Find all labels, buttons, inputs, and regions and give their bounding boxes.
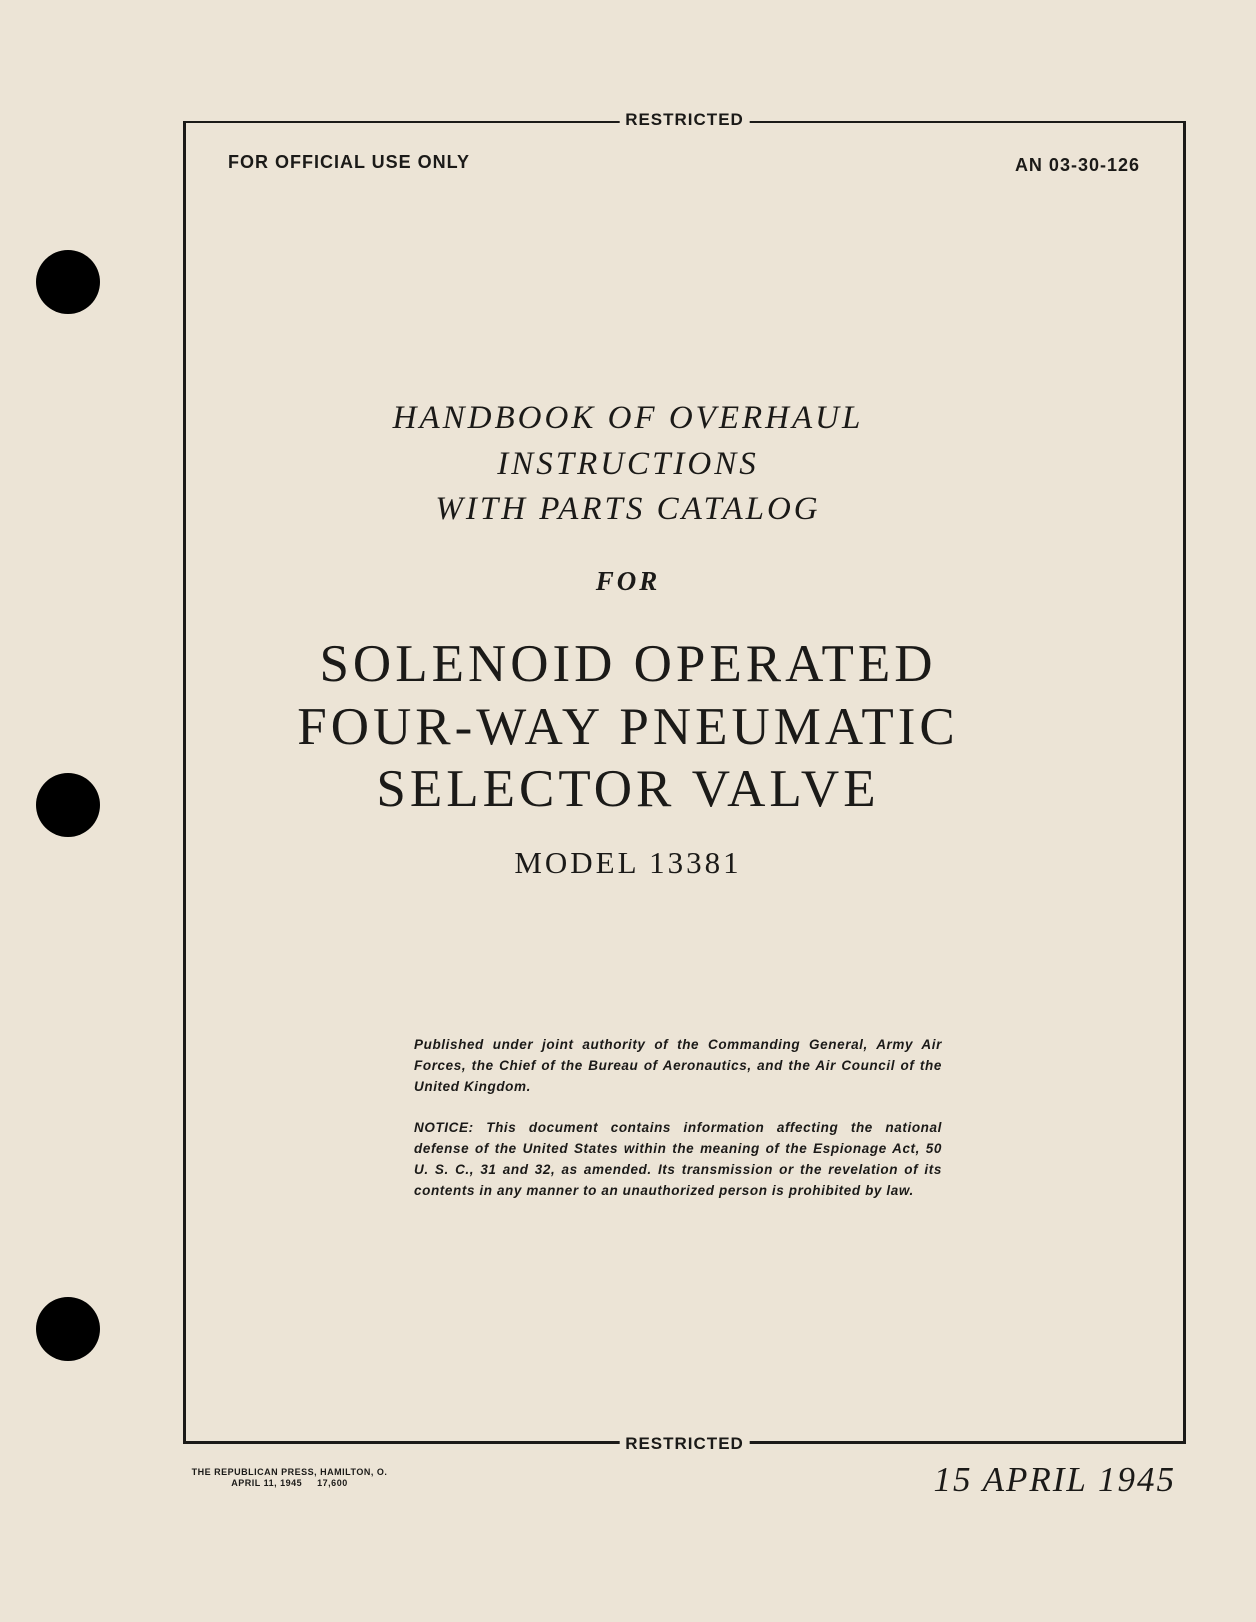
title-line-2: INSTRUCTIONS xyxy=(497,446,759,482)
subject-line-2: FOUR-WAY PNEUMATIC xyxy=(297,698,959,756)
authority-text: Published under joint authority of the Commanding General, Army Air Forces, the Chief of the Bureau of Aeronautics, and the Air Council of the United Kingdom. xyxy=(414,1037,942,1094)
notice-text: NOTICE: This document contains information affecting the national defense of the United States within the meaning of the Espionage Act, 50 U. S. C., 31 and 32, as amended. Its transmission or the revelation of its contents in any manner to an unauthorized person is prohibited by law. xyxy=(414,1120,942,1198)
subject-line-3: SELECTOR VALVE xyxy=(376,760,880,818)
printer-name: THE REPUBLICAN PRESS, HAMILTON, O. xyxy=(191,1467,388,1477)
binder-hole xyxy=(36,250,100,314)
title-line-1: HANDBOOK OF OVERHAUL xyxy=(392,400,864,436)
restricted-bottom: RESTRICTED xyxy=(619,1434,750,1454)
restricted-top: RESTRICTED xyxy=(619,110,750,130)
printer-imprint xyxy=(172,1467,407,1489)
document-number: AN 03-30-126 xyxy=(1014,155,1140,175)
subject-line-1: SOLENOID OPERATED xyxy=(319,635,937,693)
title-for: FOR xyxy=(595,566,661,596)
binder-hole xyxy=(36,1297,100,1361)
model-number: MODEL 13381 xyxy=(514,845,742,880)
official-use-label: FOR OFFICIAL USE ONLY xyxy=(228,152,471,172)
publication-statement xyxy=(414,1034,942,1221)
publication-date: 15 APRIL 1945 xyxy=(933,1460,1176,1499)
print-date-run: APRIL 11, 1945 17,600 xyxy=(231,1478,348,1488)
title-line-3: WITH PARTS CATALOG xyxy=(435,491,821,527)
